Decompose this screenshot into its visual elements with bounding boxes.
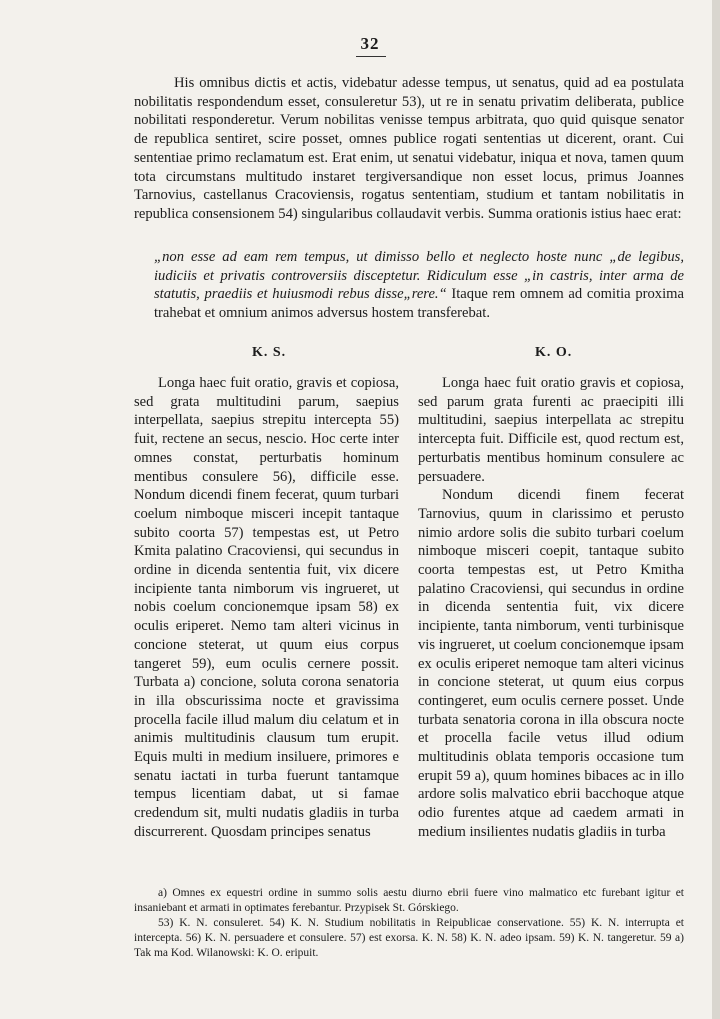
quoted-speech <box>154 248 684 323</box>
right-column-paragraph-2: Nondum dicendi finem fecerat Tarnovius, quum in clarissimo et perusto nimio ardore solis die subito turbari coelum nimboque misceri coepit, tantaque subito coorta tempestas est, ut Petro Kmitha palatino Cracoviensi, qui secundus in ordine in dicenda sententia fuit, vix dicere incipiente, tanta nimborum, venti turbinisque vis ingrueret, ut coelum concionemque ipsam ex oculis eriperet nemoque tam alteri vicinus in concione steterat, ut quum eius corpus contingeret, eum oculis cernere posset. Unde turbata senatoria corona in illa obscura nocte et procella facile vetus illud odium multitudinis oblata temporis occasione tum erupit 59 a), quum homines bibaces ac in illo ardore solis malvatico ebrii bacchoque atque odio furentes atque ad caedem armati in medium insilientes nudatis gladiis in turba <box>418 487 684 840</box>
left-column-heading: K. S. <box>252 345 287 360</box>
footnote-a: a) Omnes ex equestri ordine in summo solis aestu diurno ebrii fuere vino malmatico etc furebant igitur et insaniebant et armati in optimates ferebantur. Przypisek St. Górskiego. <box>134 887 684 914</box>
page-edge-shadow <box>712 0 720 1019</box>
right-column-paragraph-1: Longa haec fuit oratio gravis et copiosa, sed parum grata furenti ac praecipiti illi multitudini, saepius interpellata ac strepitu intercepta fuit. Difficile est, quod rectum est, perturbatis mentibus hominum consulere ac persuadere. <box>418 375 684 485</box>
quoted-speech-italic: „non esse ad eam rem tempus, ut dimisso bello et neglecto hoste nunc „de legibus, iudiciis et privatis controversiis disceptetur. Ridiculum esse „in castris, inter arma de statutis, praediis et huiusmodi rebus disse„rere.“ <box>154 249 684 303</box>
right-column <box>418 374 684 842</box>
intro-paragraph-block <box>134 74 684 224</box>
quoted-speech-block <box>154 248 684 323</box>
left-column <box>134 374 399 842</box>
right-column-heading: K. O. <box>535 345 573 360</box>
left-column-paragraph: Longa haec fuit oratio, gravis et copiosa, sed grata multitudini parum, saepius interpellata, saepius strepitu intercepta 55) fuit, rectene an secus, nescio. Hoc certe inter omnes constat, perturbatis hominum mentibus consulere 56), difficile esse. Nondum dicendi finem fecerat, quum turbari coelum nimboque misceri incepit tantaque subito coorta 57) tempestas est, ut Petro Kmita palatino Cracoviensi, qui secundus in ordine in dicenda sententia fuit, vix dicere incipiente tanta nimborum vis ingrueret, ut nobis coelum concionemque ipsam 58) ex oculis eriperet. Nemo tam alteri vicinus in concione steterat, ut quum eius corpus tangeret 59), eum oculis cernere possit. Turbata a) concione, soluta corona senatoria in illa obscurissima nocte et gravissima procella facile illud malum diu celatum et in animis multitudinis clausum tum erupit. Equis multi in medium insiluere, primores e senatu iactati in turba fuerunt tantamque tempus licentiam dabat, ut si famae credendum sit, multi nudatis gladiis in turba discurrerent. Quosdam principes senatus <box>134 375 399 840</box>
footnotes <box>134 886 684 961</box>
intro-paragraph: His omnibus dictis et actis, videbatur adesse tempus, ut senatus, quid ad ea postulata nobilitatis respondendum esset, consuleretur 53), ut re in senatu privatim deliberata, publice nobilitati responderetur. Verum nobilitas venisse tempus arbitrata, quo quid quisque senator de republica sentiret, scire posset, omnes publice rogati sententias ut dicerent, orant. Cui sententiae primo reclamatum est. Erat enim, ut senatui videbatur, iniqua et nova, tamen quum tota circumstans multitudo instaret tergiversandique non esset locus, primus Joannes Tarnovius, castellanus Cracoviensis, rogatus sententiam, studium et tantam nobilitatis in republica consensionem 54) singularibus collaudavit verbis. Summa orationis istius haec erat: <box>134 75 684 222</box>
page-number: 32 <box>360 34 380 53</box>
page-number-underline <box>356 56 386 57</box>
footnote-numbered: 53) K. N. consuleret. 54) K. N. Studium nobilitatis in Reipublicae conservatione. 55) K. N. interrupta et intercepta. 56) K. N. persuadere et consulere. 57) est exorsa. K. N. 58) K. N. adeo ipsam. 59) K. N. tangeretur. 59 a) Tak ma Kod. Wilanowski: K. O. eripuit. <box>134 917 684 959</box>
quoted-speech-continuation: Itaque rem omnem ad comitia proxima trahebat et omnium animos adversus hostem transferebat. <box>154 286 684 322</box>
